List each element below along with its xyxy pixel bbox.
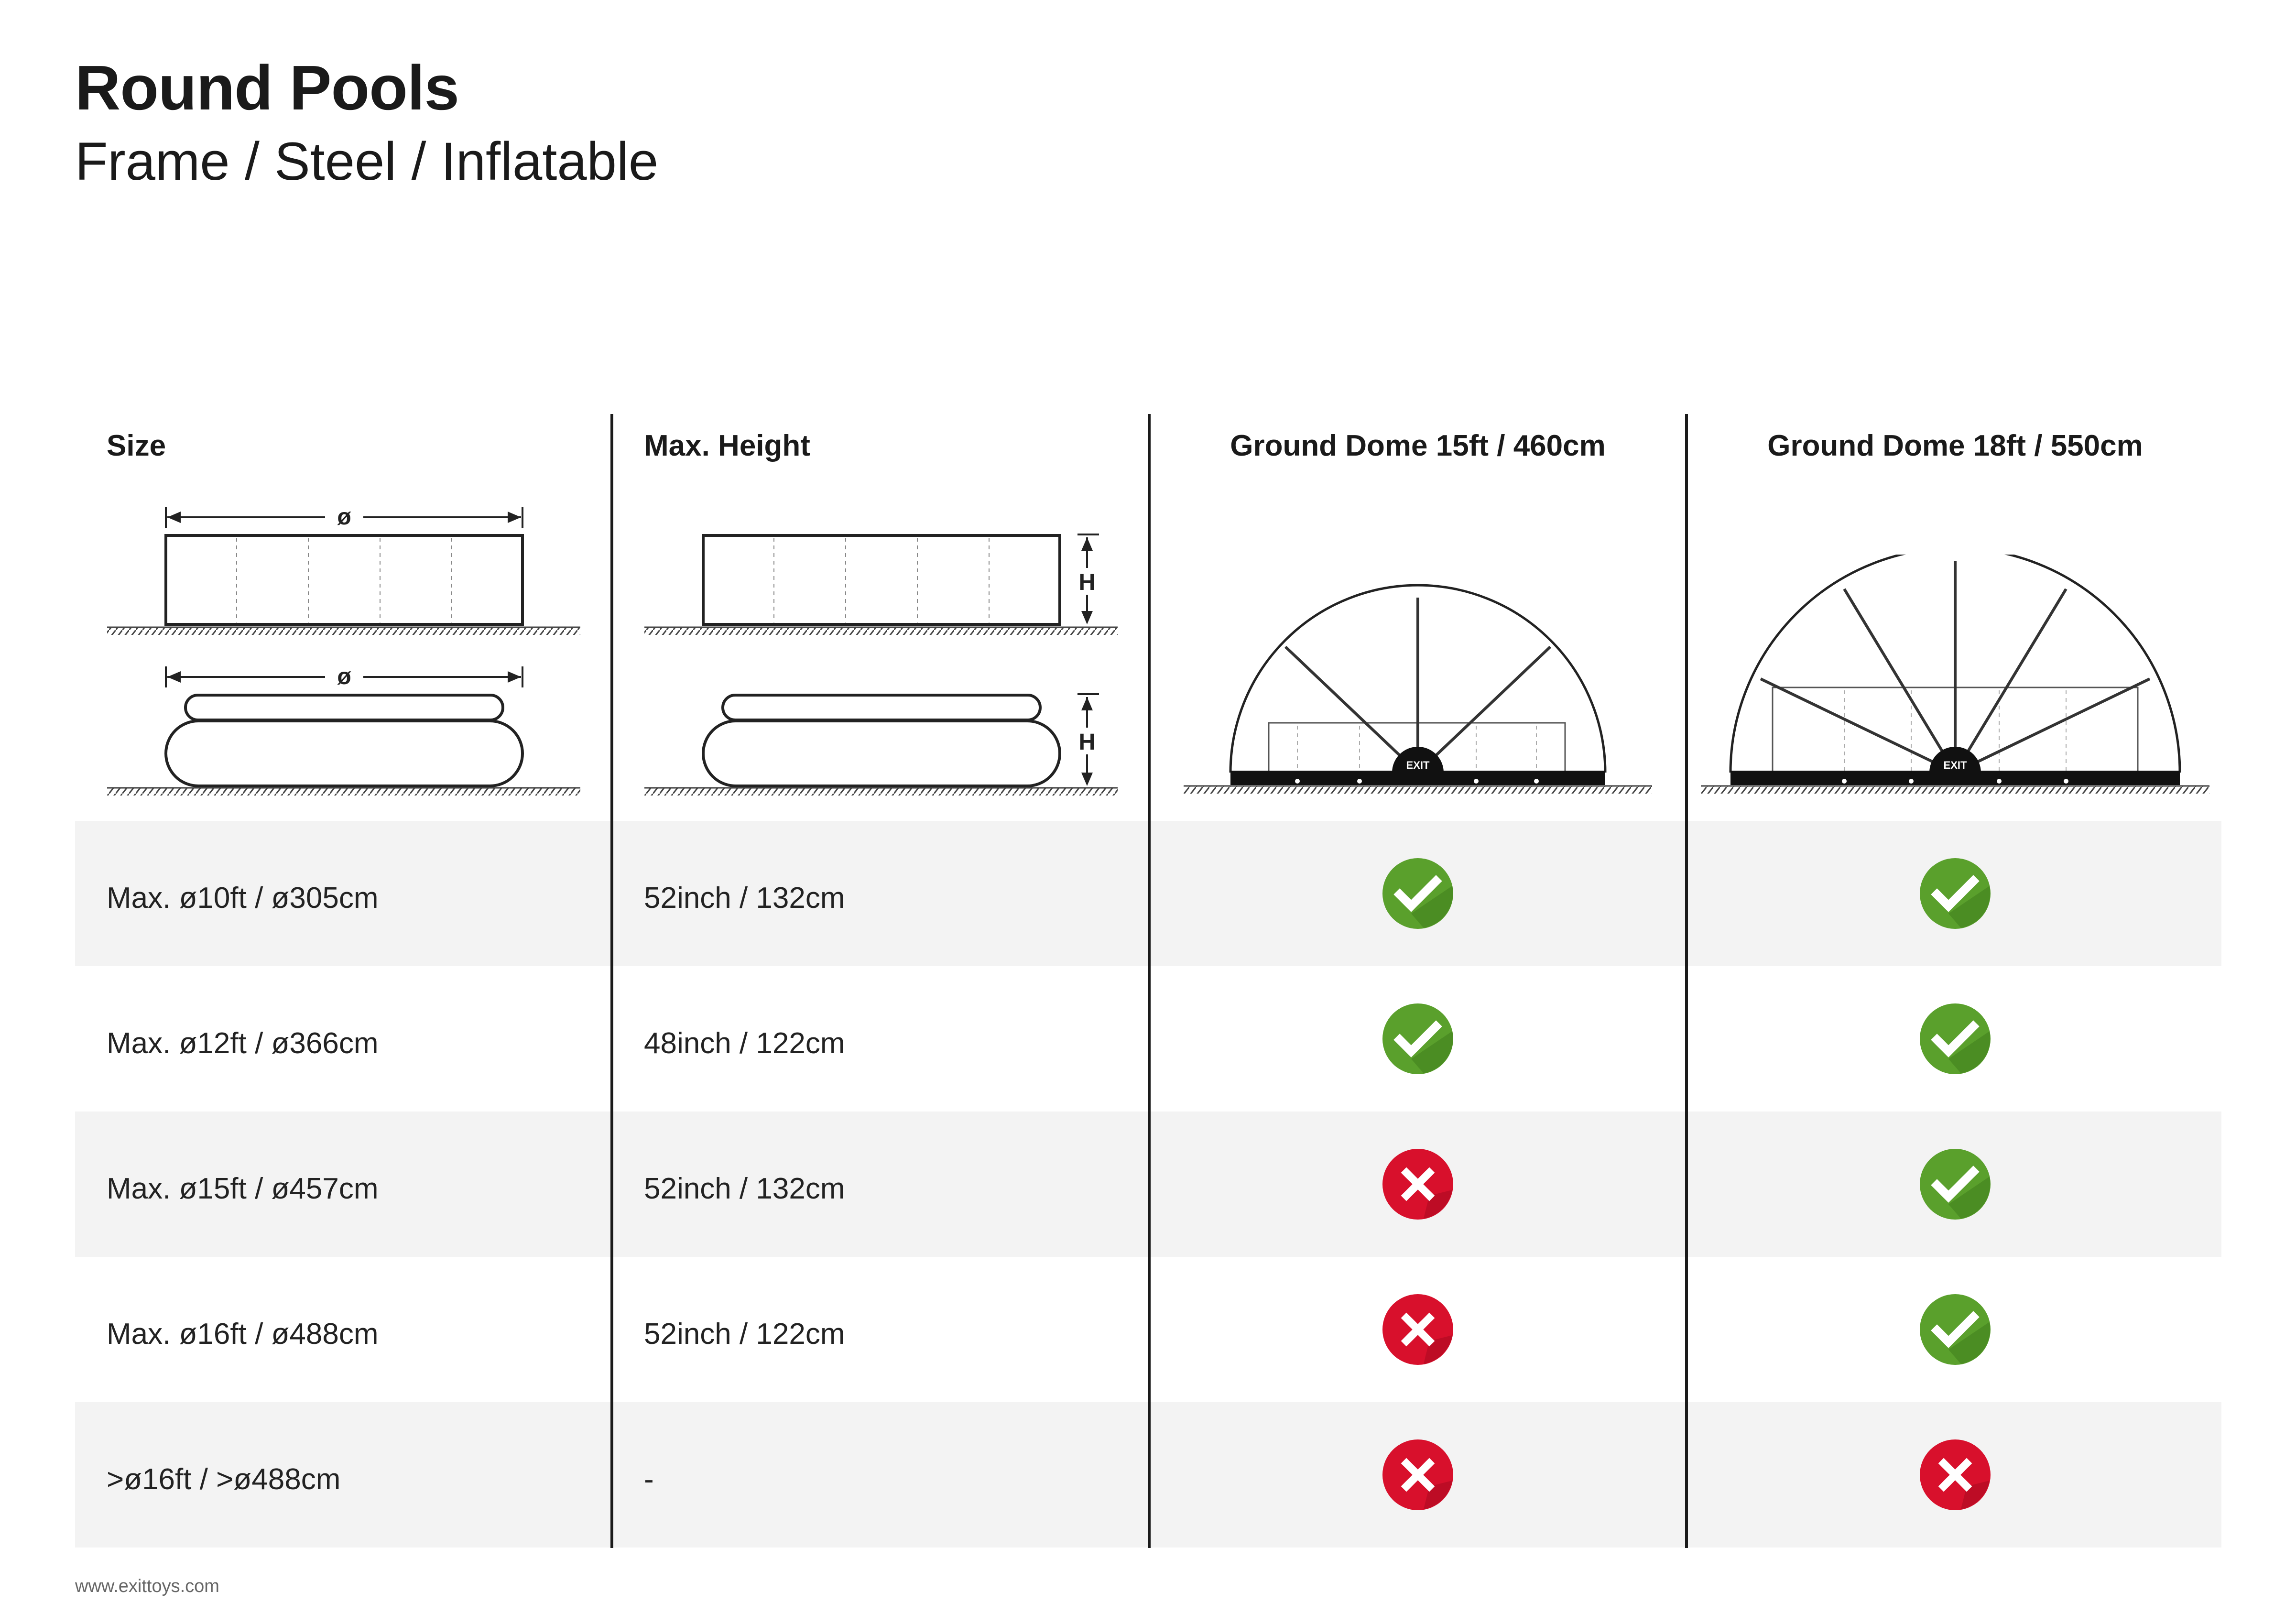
ground-dome-15-icon [1149, 555, 1687, 803]
status-dome15 [1382, 1003, 1454, 1075]
checkmark-icon [1382, 857, 1454, 930]
page-title: Round Pools [75, 53, 459, 123]
status-dome18 [1919, 1293, 1991, 1366]
height-diagram [633, 492, 1130, 808]
status-dome18 [1919, 857, 1991, 930]
size-cell: >ø16ft / >ø488cm [107, 1463, 341, 1496]
header-ground-dome-15: Ground Dome 15ft / 460cm [1230, 429, 1606, 462]
footer-url: www.exittoys.com [75, 1576, 219, 1596]
cross-icon [1919, 1439, 1991, 1511]
height-label: H [1078, 730, 1096, 755]
height-cell: 52inch / 132cm [644, 1172, 845, 1205]
frame-pool-icon [644, 534, 1118, 635]
checkmark-icon [1382, 1003, 1454, 1075]
status-dome15 [1382, 1293, 1454, 1366]
checkmark-icon [1919, 857, 1991, 930]
header-size: Size [107, 429, 166, 462]
checkmark-icon [1919, 1148, 1991, 1221]
size-cell: Max. ø10ft / ø305cm [107, 882, 379, 915]
diameter-label: ø [337, 664, 351, 689]
checkmark-icon [1919, 1003, 1991, 1075]
status-dome15 [1382, 1148, 1454, 1221]
frame-pool-icon [107, 504, 580, 635]
header-ground-dome-18: Ground Dome 18ft / 550cm [1767, 429, 2143, 462]
height-cell: - [644, 1463, 654, 1496]
exit-logo: EXIT [1406, 759, 1430, 771]
status-dome18 [1919, 1439, 1991, 1511]
size-diagram [96, 492, 593, 808]
exit-logo: EXIT [1943, 759, 1967, 771]
size-cell: Max. ø16ft / ø488cm [107, 1318, 379, 1351]
inflatable-pool-icon [644, 694, 1118, 796]
height-cell: 52inch / 122cm [644, 1318, 845, 1351]
inflatable-pool-icon [107, 664, 580, 796]
cross-icon [1382, 1439, 1454, 1511]
ground-dome-18-icon [1687, 555, 2224, 803]
status-dome15 [1382, 1439, 1454, 1511]
size-cell: Max. ø15ft / ø457cm [107, 1172, 379, 1205]
column-divider [610, 414, 613, 1548]
height-cell: 52inch / 132cm [644, 882, 845, 915]
header-max-height: Max. Height [644, 429, 810, 462]
size-cell: Max. ø12ft / ø366cm [107, 1027, 379, 1060]
status-dome15 [1382, 857, 1454, 930]
page-subtitle: Frame / Steel / Inflatable [75, 131, 659, 191]
height-cell: 48inch / 122cm [644, 1027, 845, 1060]
checkmark-icon [1919, 1293, 1991, 1366]
cross-icon [1382, 1293, 1454, 1366]
height-label: H [1078, 570, 1096, 595]
diameter-label: ø [337, 504, 351, 530]
status-dome18 [1919, 1148, 1991, 1221]
status-dome18 [1919, 1003, 1991, 1075]
cross-icon [1382, 1148, 1454, 1221]
